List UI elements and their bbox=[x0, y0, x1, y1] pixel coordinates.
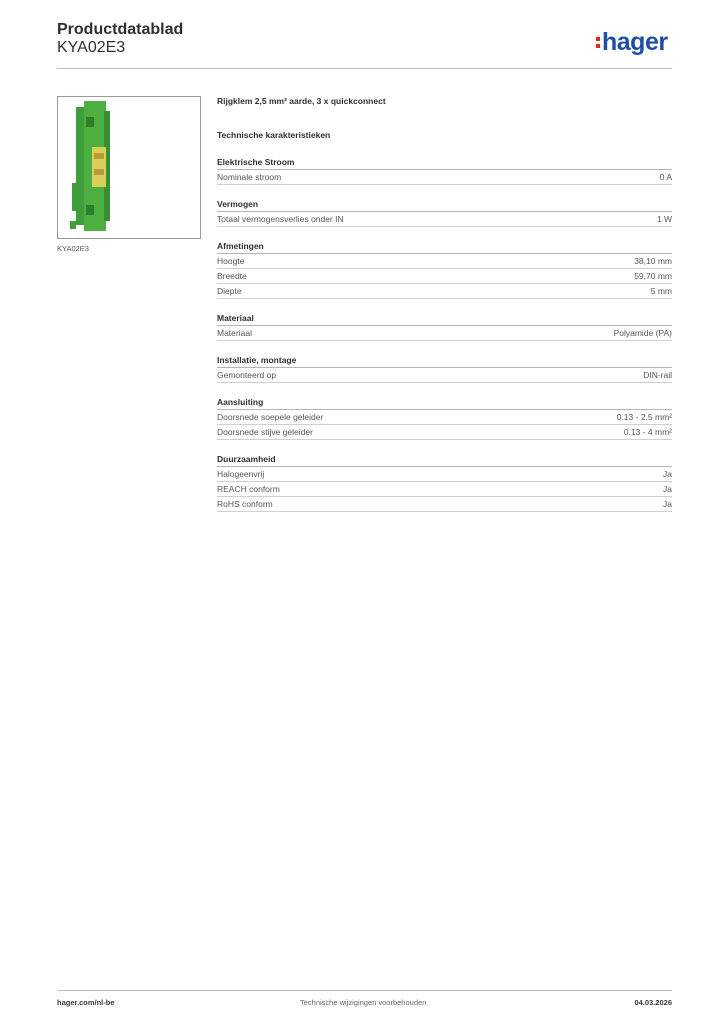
spec-label: RoHS conform bbox=[217, 499, 273, 509]
product-title: Rijgklem 2,5 mm² aarde, 3 x quickconnect bbox=[217, 96, 386, 106]
product-code: KYA02E3 bbox=[57, 39, 126, 56]
spec-label: REACH conform bbox=[217, 484, 280, 494]
spec-content bbox=[217, 96, 672, 512]
logo-text: hager bbox=[602, 27, 668, 56]
spec-section bbox=[217, 354, 672, 383]
section-title: Materiaal bbox=[217, 312, 672, 326]
section-title: Elektrische Stroom bbox=[217, 156, 672, 170]
footer-date: 04.03.2026 bbox=[634, 998, 672, 1007]
spec-row bbox=[217, 482, 672, 497]
section-title: Aansluiting bbox=[217, 396, 672, 410]
spec-row bbox=[217, 254, 672, 269]
spec-value: 0 A bbox=[659, 172, 672, 182]
page-title: Productdatablad bbox=[57, 21, 184, 38]
spec-value: Ja bbox=[663, 469, 672, 479]
product-image bbox=[57, 96, 201, 239]
spec-section bbox=[217, 453, 672, 512]
spec-label: Diepte bbox=[217, 286, 242, 296]
spec-section bbox=[217, 198, 672, 227]
spec-row bbox=[217, 368, 672, 383]
spec-section bbox=[217, 156, 672, 185]
logo-dots-icon bbox=[596, 37, 600, 48]
spec-label: Halogeenvrij bbox=[217, 469, 265, 479]
spec-row bbox=[217, 326, 672, 341]
spec-value: Polyamide (PA) bbox=[613, 328, 672, 338]
spec-label: Gemonteerd op bbox=[217, 370, 277, 380]
footer-url[interactable]: hager.com/nl-be bbox=[57, 998, 115, 1007]
tech-heading: Technische karakteristieken bbox=[217, 130, 331, 140]
spec-value: 59,70 mm bbox=[634, 271, 672, 281]
spec-value: 0.13 - 2.5 mm² bbox=[616, 412, 672, 422]
spec-section bbox=[217, 240, 672, 299]
spec-row bbox=[217, 497, 672, 512]
footer-notice: Technische wijzigingen voorbehouden bbox=[300, 998, 427, 1007]
spec-row bbox=[217, 284, 672, 299]
spec-sections bbox=[217, 156, 672, 512]
spec-label: Breedte bbox=[217, 271, 247, 281]
spec-label: Doorsnede stijve geleider bbox=[217, 427, 313, 437]
spec-row bbox=[217, 425, 672, 440]
spec-label: Hoogte bbox=[217, 256, 245, 266]
spec-row bbox=[217, 410, 672, 425]
section-title: Vermogen bbox=[217, 198, 672, 212]
footer-divider bbox=[57, 990, 672, 991]
section-title: Installatie, montage bbox=[217, 354, 672, 368]
spec-value: Ja bbox=[663, 484, 672, 494]
hager-logo bbox=[596, 27, 668, 57]
spec-value: DIN-rail bbox=[643, 370, 672, 380]
spec-section bbox=[217, 396, 672, 440]
spec-row bbox=[217, 467, 672, 482]
spec-value: 1 W bbox=[656, 214, 672, 224]
spec-value: 0.13 - 4 mm² bbox=[623, 427, 672, 437]
spec-label: Totaal vermogensverlies onder IN bbox=[217, 214, 344, 224]
spec-row bbox=[217, 170, 672, 185]
spec-value: 38,10 mm bbox=[634, 256, 672, 266]
spec-label: Nominale stroom bbox=[217, 172, 282, 182]
section-title: Afmetingen bbox=[217, 240, 672, 254]
image-caption: KYA02E3 bbox=[57, 244, 89, 253]
spec-value: 5 mm bbox=[650, 286, 672, 296]
header-divider bbox=[57, 68, 672, 69]
spec-label: Materiaal bbox=[217, 328, 252, 338]
section-title: Duurzaamheid bbox=[217, 453, 672, 467]
spec-row bbox=[217, 212, 672, 227]
spec-section bbox=[217, 312, 672, 341]
spec-label: Doorsnede soepele geleider bbox=[217, 412, 324, 422]
spec-row bbox=[217, 269, 672, 284]
spec-value: Ja bbox=[663, 499, 672, 509]
terminal-block-illustration bbox=[58, 97, 200, 238]
